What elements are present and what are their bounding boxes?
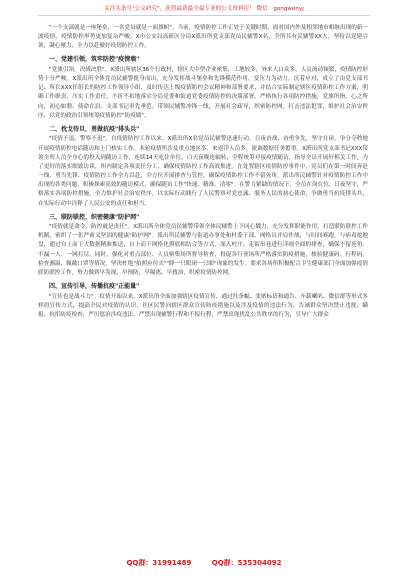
header-divider	[38, 15, 370, 16]
footer-qq-group-2: QQ群：535304092	[211, 559, 282, 567]
promo-banner: 关注头条号"公文研究"，获得最新最全最专业的公文资料库！ 微信：gongwenyj	[104, 6, 304, 12]
footer-qq-group-1: QQ群：31991489	[126, 559, 192, 567]
footer-contact	[0, 558, 408, 568]
document-body	[38, 24, 368, 320]
body-paragraph: "疫情不退，警察不退"。自疫情防控工作以来，X派出所X名党员民辅警迅速行动，日夜奋战、奋勇争先，坚守在岗，争分夺秒地开展疫情防控电话随访和上门核实工作。本轮疫情所涉及重点地区多、来返洋人员多，流调数据任务繁重。X派出所党支部书记XXX带领全所人员全身心的投入到随访工作，连续14天吃住单位，白天夜晚连轴转，全程统筹对接疫情随访，指导全员开展好相关工作，为了更好的落实细致访谈，所内制定各项责任分工，确保疫情防控工作高效推进。在处置辖区疫情防控事件中，党员们在第一时间奔赴一线，勇当先锋，疫情防控工作全力以赴，全方位开展排查与管控，确保疫情防控工作不留死角。派出所民辅警针对疫情防控工作中出现的各类问题，积极探索高效的随访模式，确保随访工作"快速、精准、清零"。在警力紧缺的情况下，全员在岗在位，日夜坚守，严格落实各项防控措施，全力维护社会治安秩序，以实际行动践行了人民警察对党忠诚、服务人民的初心使命，争做勇当抗疫排头兵，在实际行动中诠释了人民公安的责任和担当。	[38, 136, 368, 207]
body-paragraph: "宣传也是战斗力"。疫情开始以来，X派出所全面加强辖区疫情宣传，通过挂条幅、张贴标语和通告、车载喇叭、微信群等形式多样的宣传方式，提高全民对疫情的认识。社区民警向辖区群众宣传防疫措施以及涉及疫情的违法行为，告诫群众坚决禁止违规、瞒报、抗拒防疫检查，严厉惩治涉疫违法，严禁出现辅警行程和不报行程，严禁出现扰乱公共秩序的行为，引导广大群众	[38, 293, 368, 318]
body-paragraph: "一个支部就是一座堡垒，一名党员就是一面旗帜"。当前，疫情防控工作正处于关键时期，面对国内外及相邻地市相继出现的新一波疫情，疫情防控形势更加复杂严峻。X市公安局高新区分局X派出所党支部党员民辅警X名，全所共有民辅警XX人，坚持以党建引领，凝心聚力，全力以赴做好疫情防控工作。	[38, 25, 368, 50]
body-paragraph: "疫情就是命令，防控就是责任"。X派出所全体党员民辅警带领全体民辅警上下同心戮力，充分发挥职能作用，打造联防联控工作机制，密织了一张严密又坚固的健康"防护网"。派出所民辅警与街道办事处和村委干部、网格员并肩作战，与时间赛跑，与病毒抢地盘，通过自上而下大数据精准推送，自上而下网格化摸底相结合等方式，深入村庄、走街串巷进行详细全面的排查，确保不留死角、不漏一人、一网打尽。同时，强化对重点部位、人员密集场所督导检查，督促各行业场所严格落实防疫措施，核验健康码、行程码，检查测温、佩戴口罩等情况，坚决杜绝"拍照应付式""睁一只眼闭一只眼"现象的发生。要求各场所积极配合卫生健康部门全面加强疫情联防联控工作，努力做到早发现、早预防，早隔离、早救治，织密疫情防控网。	[38, 224, 368, 276]
section-heading: 二、枕戈待旦，勇做抗疫"排头兵"	[49, 125, 140, 133]
section-heading: 三、联防联控，织密健康"防护网"	[49, 213, 140, 221]
section-heading: 四、宣传引导，传播抗疫"正能量"	[49, 283, 140, 291]
section-heading: 一、党建引领，筑牢防控"疫情墙"	[49, 56, 140, 64]
body-paragraph: "党旗引领，决战决胜"。X派出所辖区36个行政村，辖区大中型企业密集，工地较多，外来人口众多，人员流动频繁，疫情防控形势十分严峻。X派出所全体党员民辅警挺身而出，充分发挥战斗堡垒和先锋模范作用，变压力为动力，沉着应对，成立了由党支部书记、所长XXX任组长的防控工作领导小组，及时传达上级疫情防控会议精神和部署要求，并结合实际制定辖区疫情防控工作方案，明确工作职责，压实工作责任，不折不扣地落实分局党委和街道党委疫情防控的决策部署。严格执行各项防控措施，党旗所指，心之所向，初心如磐、使命在肩。支部书记率先垂范，带领民辅警冲锋一线，开展社会疏导，织密防控网，打击违法犯罪，维护社会治安秩序，以党的政治引领统筹疫情防控"防疫墙"。	[38, 66, 368, 119]
